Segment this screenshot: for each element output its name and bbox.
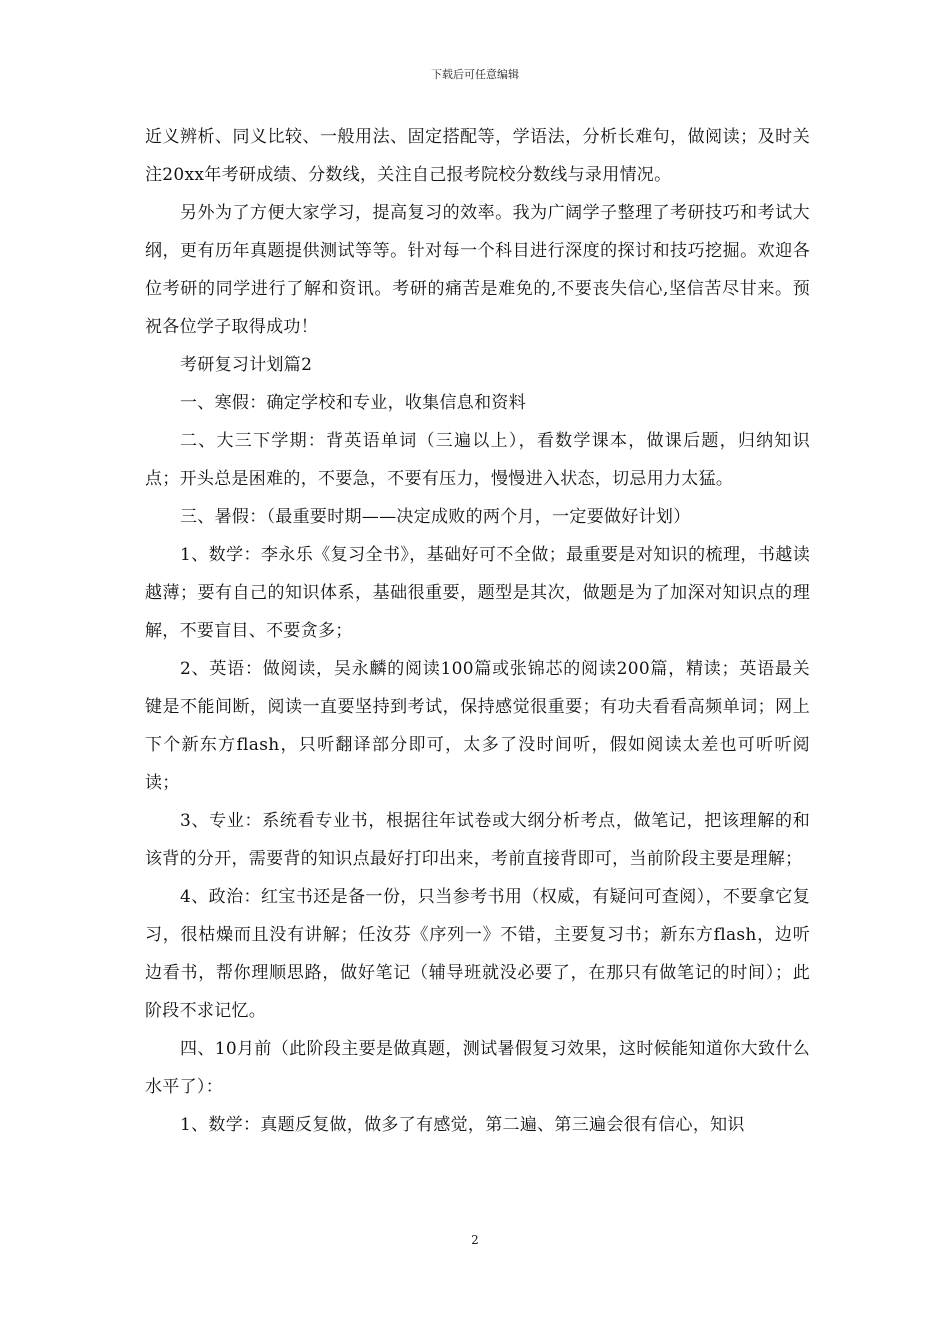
paragraph-math: 1、数学：李永乐《复习全书》，基础好可不全做；最重要是对知识的梳理，书越读越薄；要有自己的知识体系，基础很重要，题型是其次，做题是为了加深对知识点的理解，不要盲目、不要贪多； [145, 545, 810, 641]
paragraph-2: 另外为了方便大家学习，提高复习的效率。我为广阔学子整理了考研技巧和考试大纲，更有历年真题提供测试等等。针对每一个科目进行深度的探讨和技巧挖掘。欢迎各位考研的同学进行了解和资讯。考研的痛苦是难免的,不要丧失信心,坚信苦尽甘来。预祝各位学子取得成功！ [145, 203, 810, 337]
paragraph-winter: 一、寒假：确定学校和专业，收集信息和资料 [180, 393, 526, 413]
page-number: 2 [471, 1233, 479, 1247]
document-body [145, 118, 810, 1144]
paragraph-junior-spring: 二、大三下学期：背英语单词（三遍以上），看数学课本，做课后题，归纳知识点；开头总是困难的，不要急，不要有压力，慢慢进入状态，切忌用力太猛。 [145, 431, 810, 489]
paragraph-before-october: 四、10月前（此阶段主要是做真题，测试暑假复习效果，这时候能知道你大致什么水平了）： [145, 1039, 810, 1097]
paragraph-english: 2、英语：做阅读，吴永麟的阅读100篇或张锦芯的阅读200篇，精读；英语最关键是不能间断，阅读一直要坚持到考试，保持感觉很重要；有功夫看看高频单词；网上下个新东方flash，只听翻译部分即可，太多了没时间听，假如阅读太差也可听听阅读； [145, 659, 810, 793]
paragraph-summer: 三、暑假：（最重要时期——决定成败的两个月，一定要做好计划） [180, 507, 691, 527]
section-title: 考研复习计划篇2 [180, 355, 313, 375]
paragraph-politics: 4、政治：红宝书还是备一份，只当参考书用（权威，有疑问可查阅），不要拿它复习，很枯燥而且没有讲解；任汝芬《序列一》不错，主要复习书；新东方flash，边听边看书，帮你理顺思路，做好笔记（辅导班就没必要了，在那只有做笔记的时间）；此阶段不求记忆。 [145, 887, 810, 1021]
paragraph-math-2: 1、数学：真题反复做，做多了有感觉，第二遍、第三遍会很有信心，知识 [180, 1115, 745, 1135]
paragraph-major: 3、专业：系统看专业书，根据往年试卷或大纲分析考点，做笔记，把该理解的和该背的分开，需要背的知识点最好打印出来，考前直接背即可，当前阶段主要是理解； [145, 811, 810, 869]
paragraph-1: 近义辨析、同义比较、一般用法、固定搭配等，学语法，分析长难句，做阅读；及时关注20xx年考研成绩、分数线，关注自己报考院校分数线与录用情况。 [145, 127, 810, 185]
page-header: 下载后可任意编辑 [431, 68, 519, 81]
